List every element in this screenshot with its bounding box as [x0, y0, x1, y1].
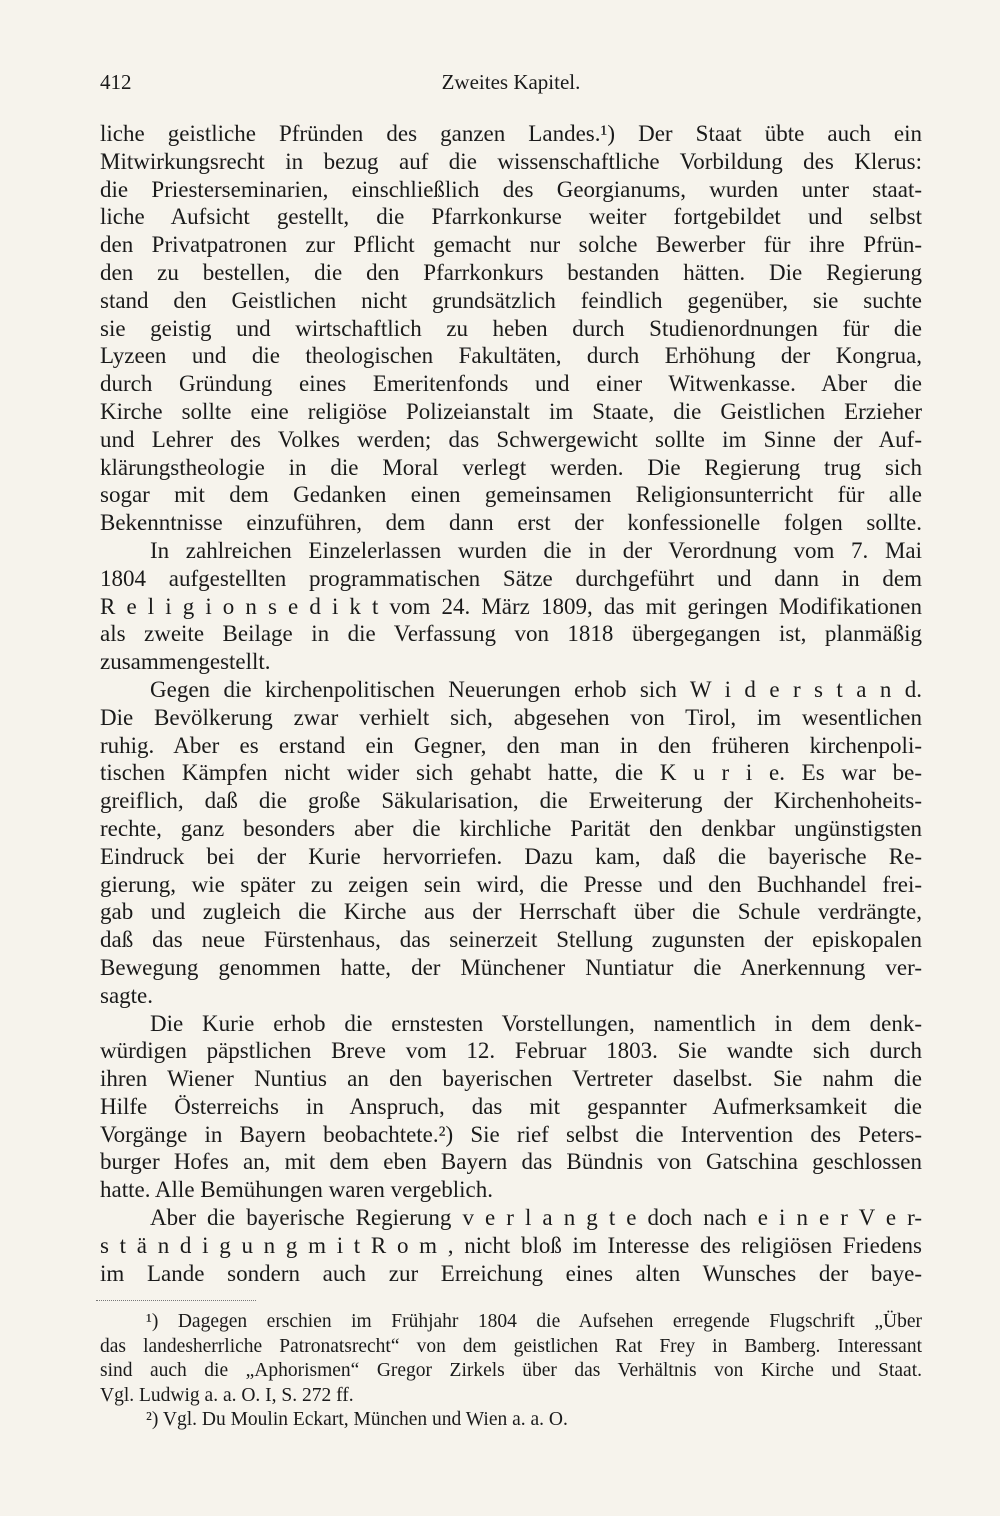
- text-line: Lyzeen und die theologischen Fakultäten, durch Erhöhung der Kongrua,: [100, 343, 922, 369]
- footnotes: [100, 1310, 922, 1433]
- text-line: zusammengestellt.: [100, 649, 271, 675]
- text-line: R e l i g i o n s e d i k t vom 24. März 1809, das mit geringen Modifikationen: [100, 593, 922, 619]
- text-line: Aber die bayerische Regierung v e r l a n g t e doch nach e i n e r V e r-: [150, 1205, 922, 1231]
- text-line: stand den Geistlichen nicht grundsätzlich feindlich gegenüber, sie suchte: [100, 287, 922, 313]
- text-line: Bekenntnisse einzuführen, dem dann erst der konfessionelle folgen sollte.: [100, 510, 922, 536]
- text-line: daß das neue Fürstenhaus, das seinerzeit Stellung zugunsten der episkopalen: [100, 927, 922, 953]
- body-text: [100, 120, 922, 1287]
- text-line: durch Gründung eines Emeritenfonds und einer Witwenkasse. Aber die: [100, 371, 922, 397]
- text-line: ruhig. Aber es erstand ein Gegner, den man in den früheren kirchenpoli-: [100, 732, 922, 758]
- footnote-line: ¹) Dagegen erschien im Frühjahr 1804 die Aufsehen erregende Flugschrift „Über: [146, 1311, 922, 1332]
- footnote-line: sind auch die „Aphorismen“ Gregor Zirkels über das Verhältnis von Kirche und Staat.: [100, 1360, 922, 1381]
- text-line: hatte. Alle Bemühungen waren vergeblich.: [100, 1177, 494, 1203]
- text-line: sogar mit dem Gedanken einen gemeinsamen Religionsunterricht für alle: [100, 482, 922, 508]
- text-line: Vorgänge in Bayern beobachtete.²) Sie rief selbst die Intervention des Peters-: [100, 1121, 922, 1147]
- footnote-line: ²) Vgl. Du Moulin Eckart, München und Wien a. a. O.: [146, 1409, 568, 1430]
- text-line: die Priesterseminarien, einschließlich des Georgianums, wurden unter staat-: [100, 176, 922, 202]
- text-line: würdigen päpstlichen Breve vom 12. Februar 1803. Sie wandte sich durch: [100, 1038, 922, 1064]
- footnote-line: das landesherrliche Patronatsrecht“ von dem geistlichen Rat Frey in Bamberg. Interessant: [100, 1335, 922, 1357]
- page-number: 412: [100, 70, 132, 94]
- footnote-divider: [96, 1300, 256, 1301]
- text-line: 1804 aufgestellten programmatischen Sätze durchgeführt und dann in dem: [100, 565, 922, 591]
- text-line: gierung, wie später zu zeigen sein wird, die Presse und den Buchhandel frei-: [100, 871, 922, 897]
- text-line: sagte.: [100, 982, 154, 1008]
- text-line: und Lehrer des Volkes werden; das Schwergewicht sollte im Sinne der Auf-: [100, 426, 922, 452]
- text-line: sie geistig und wirtschaftlich zu heben durch Studienordnungen für die: [100, 315, 922, 341]
- footnote-line: Vgl. Ludwig a. a. O. I, S. 272 ff.: [100, 1384, 354, 1406]
- text-line: Mitwirkungsrecht in bezug auf die wissenschaftliche Vorbildung des Klerus:: [100, 148, 922, 174]
- text-line: gab und zugleich die Kirche aus der Herrschaft über die Schule verdrängte,: [100, 899, 922, 925]
- text-line: den zu bestellen, die den Pfarrkonkurs bestanden hätten. Die Regierung: [100, 259, 922, 285]
- text-line: Kirche sollte eine religiöse Polizeianstalt im Staate, die Geistlichen Erzieher: [100, 398, 922, 424]
- page-header: [100, 70, 922, 104]
- text-line: Die Kurie erhob die ernstesten Vorstellungen, namentlich in dem denk-: [150, 1010, 922, 1036]
- text-line: als zweite Beilage in die Verfassung von 1818 übergegangen ist, planmäßig: [100, 621, 922, 647]
- text-line: Eindruck bei der Kurie hervorriefen. Dazu kam, daß die bayerische Re-: [100, 843, 922, 869]
- text-line: im Lande sondern auch zur Erreichung eines alten Wunsches der baye-: [100, 1260, 922, 1286]
- text-line: Die Bevölkerung zwar verhielt sich, abgesehen von Tirol, im wesentlichen: [100, 704, 922, 730]
- text-line: Hilfe Österreichs in Anspruch, das mit gespannter Aufmerksamkeit die: [100, 1093, 922, 1119]
- text-line: Bewegung genommen hatte, der Münchener Nuntiatur die Anerkennung ver-: [100, 954, 922, 980]
- text-line: ihren Wiener Nuntius an den bayerischen Vertreter daselbst. Sie nahm die: [100, 1066, 922, 1092]
- text-line: burger Hofes an, mit dem eben Bayern das Bündnis von Gatschina geschlossen: [100, 1149, 922, 1175]
- text-line: s t ä n d i g u n g m i t R o m , nicht bloß im Interesse des religiösen Friedens: [100, 1232, 922, 1258]
- text-line: rechte, ganz besonders aber die kirchliche Parität den denkbar ungünstigsten: [100, 815, 922, 841]
- text-line: tischen Kämpfen nicht wider sich gehabt hatte, die K u r i e. Es war be-: [100, 760, 922, 786]
- text-line: den Privatpatronen zur Pflicht gemacht nur solche Bewerber für ihre Pfrün-: [100, 232, 922, 258]
- text-line: greiflich, daß die große Säkularisation, die Erweiterung der Kirchenhoheits-: [100, 788, 922, 814]
- text-line: liche geistliche Pfründen des ganzen Landes.¹) Der Staat übte auch ein: [100, 121, 922, 146]
- text-line: In zahlreichen Einzelerlassen wurden die in der Verordnung vom 7. Mai: [150, 537, 922, 563]
- text-line: Gegen die kirchenpolitischen Neuerungen erhob sich W i d e r s t a n d.: [150, 676, 922, 702]
- running-head: Zweites Kapitel.: [441, 70, 581, 94]
- text-line: liche Aufsicht gestellt, die Pfarrkonkurse weiter fortgebildet und selbst: [100, 204, 922, 230]
- text-line: klärungstheologie in die Moral verlegt werden. Die Regierung trug sich: [100, 454, 922, 480]
